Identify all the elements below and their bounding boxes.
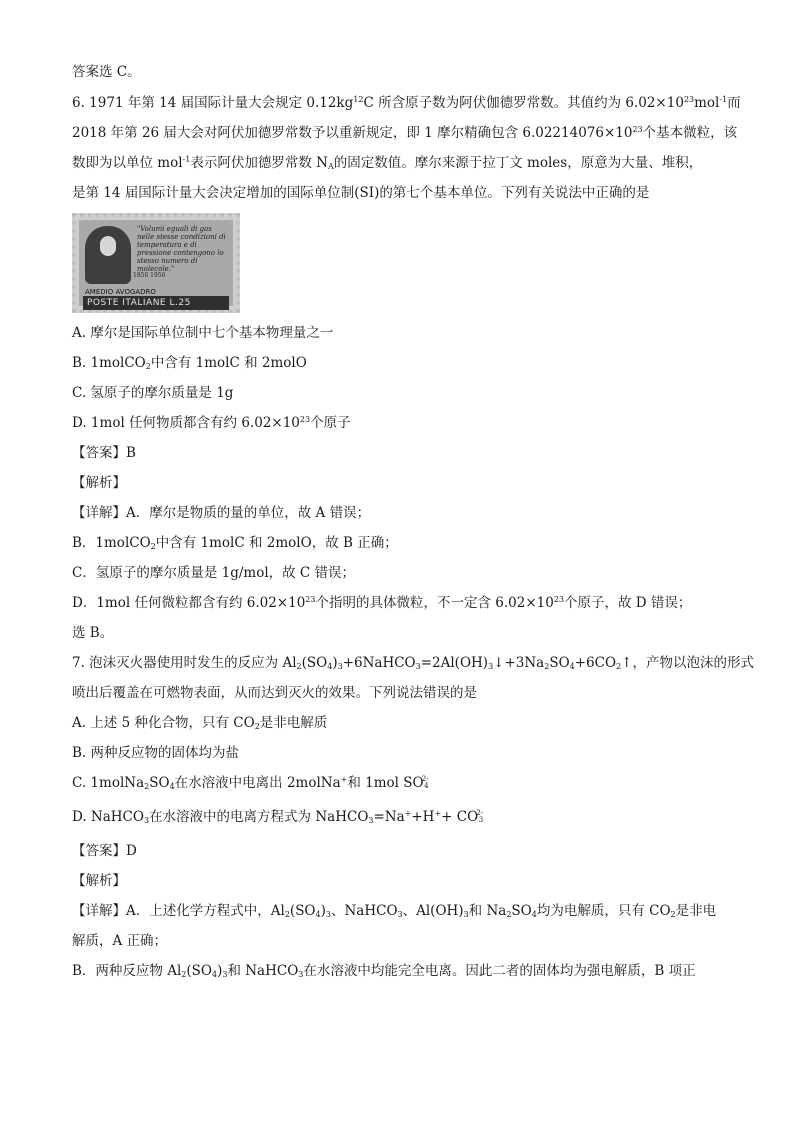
avogadro-stamp-image — [72, 213, 240, 313]
q7-stem-line-1: 7. 泡沫灭火器使用时发生的反应为 $Al_2(SO_4)_3+6NaHCO_3=2Al(OH)_3↓+3Na_2SO_4+6CO_2↑$，产物以泡沫的形式 — [72, 655, 754, 671]
stamp-quote: "Volumi eguali di gas nelle stesse condizioni di temperatura e di pressione contengono lo stesso numero di molecole." — [137, 225, 226, 273]
q6-option-d: D. 1mol 任何物质都含有约 $6.02\times 10^{23}$个原子 — [72, 415, 351, 431]
portrait-illustration — [85, 226, 131, 284]
q7-option-a: A. 上述 5 种化合物，只有 $CO_2$是非电解质 — [72, 715, 328, 731]
q6-stem-line-2: 2018 年第 26 届大会对阿伏加德罗常数予以重新规定，即 1 摩尔精确包含 $6.02214076\times 10^{23}$个基本微粒，该 — [72, 125, 738, 141]
question-6 — [72, 93, 741, 643]
q6-detail-c: C．氢原子的摩尔质量是 1g/mol，故 C 错误； — [72, 565, 356, 581]
q6-option-a: A. 摩尔是国际单位制中七个基本物理量之一 — [72, 325, 334, 341]
stamp-name: AMEDIO AVOGADRO — [85, 288, 156, 296]
q7-option-b: B. 两种反应物的固体均为盐 — [72, 745, 240, 761]
stamp-postage-bar: POSTE ITALIANE L.25 — [83, 296, 229, 310]
q6-stem-line-4: 是第 14 届国际计量大会决定增加的国际单位制(SI)的第七个基本单位。下列有关说法中正确的是 — [72, 185, 650, 201]
q7-detail-line-2: 解质，A 正确； — [72, 933, 168, 949]
q6-option-c: C. 氢原子的摩尔质量是 1g — [72, 385, 234, 401]
previous-answer: 答案选 C。 — [72, 64, 141, 80]
q6-detail-b: B．1molCO$_2$中含有 1molC 和 2molO，故 B 正确； — [72, 535, 398, 551]
q7-detail-line-1: 【详解】A．上述化学方程式中，$Al_2(SO_4)_3$、NaHCO$_3$、$Al(OH)_3$和 $Na_2SO_4$均为电解质，只有 $CO_2$是非电 — [72, 903, 717, 919]
q6-detail-a: 【详解】A．摩尔是物质的量的单位，故 A 错误； — [72, 505, 371, 521]
q6-detail-d: D．1mol 任何微粒都含有约 $6.02\times 10^{23}$个指明的具体微粒，不一定含 $6.02\times 10^{23}$个原子，故 D 错误； — [72, 595, 692, 611]
q7-analysis-heading: 【解析】 — [72, 873, 126, 889]
document-page — [72, 62, 754, 991]
question-7 — [72, 653, 754, 981]
q6-answer: 【答案】B — [72, 445, 136, 461]
q6-stem-line-1: 6. 1971 年第 14 届国际计量大会规定 $0.12kg^{12}C$ 所含原子数为阿伏伽德罗常数。其值约为 $6.02\times 10^{23}mol^{-1}$而 — [72, 95, 741, 111]
q6-stem-line-3: 数即为以单位 mol$^{-1}$表示阿伏加德罗常数 $N_A$的固定数值。摩尔来源于拉丁文 moles，原意为大量、堆积， — [72, 155, 703, 171]
stamp-years: 1856 1956 — [133, 272, 166, 279]
q7-option-d: D. NaHCO$_3$在水溶液中的电离方程式为 NaHCO$_3$=Na++H++ CO 2- 3 — [72, 809, 484, 825]
q7-answer: 【答案】D — [72, 843, 137, 859]
q6-conclusion: 选 B。 — [72, 625, 114, 641]
q7-option-c: C. $1molNa_2SO_4$在水溶液中电离出 2molNa+和 1mol SO 2- 4 — [72, 775, 429, 791]
q6-analysis-heading: 【解析】 — [72, 475, 126, 491]
q6-option-b: B. 1molCO$_2$中含有 1molC 和 2molO — [72, 355, 307, 371]
q7-stem-line-2: 喷出后覆盖在可燃物表面，从而达到灭火的效果。下列说法错误的是 — [72, 685, 477, 701]
q7-detail-line-3: B．两种反应物 $Al_2(SO_4)_3$和 NaHCO$_3$在水溶液中均能完全电离。因此二者的固体均为强电解质，B 项正 — [72, 963, 696, 979]
